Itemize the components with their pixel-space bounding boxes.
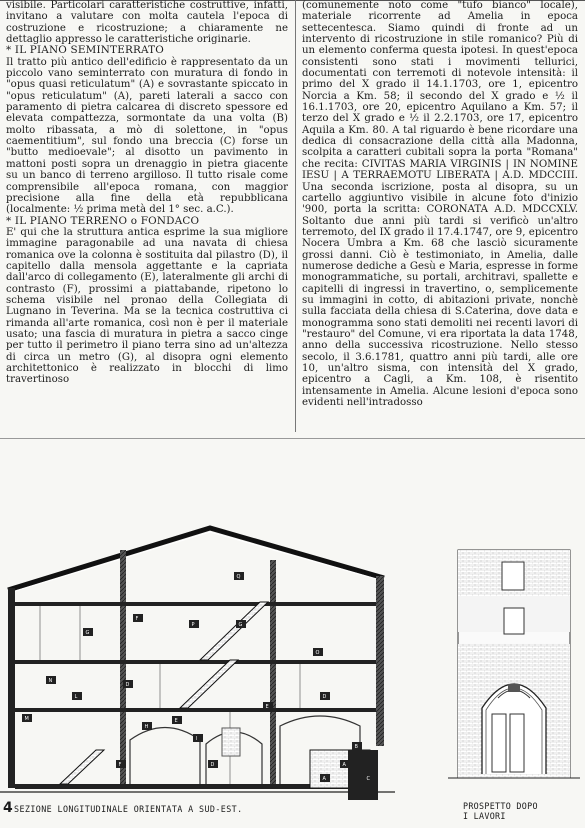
longitudinal-section-drawing [0,520,395,800]
text-bottom-rule [0,438,585,439]
section-label: H [144,724,149,731]
section-label: G [238,622,243,629]
section-label: L [74,694,78,701]
para-terremoti: (comunemente noto come "tufo bianco" locale), materiale ricorrente ad Amelia in epoca settecentesca. Siamo quindi di fronte ad un intervento di ricostruzione in stile romanico? Più di un elemento conferma questa ipotesi. In quest'epoca consistenti sono stati i movimenti tellurici, documentati con terremoti di notevole intensità: il primo del X grado il 14.1.1703, ore 1, epicentro Norcia a Km. 58; il secondo del X grado e ½ il 16.1.1703, ore 20, epicentro Aquilano a Km. 57; il terzo del X grado e ½ il 2.2.1703, ore 17, epicentro Aquila a Km. 80. A tal riguardo è bene ricordare una dedica di consacrazione della città alla Madonna, scolpita a caratteri cubitali sopra la porta "Romana" che recita: CIVITAS MARIA VIRGINIS | IN NOMINE IESU | A TERRAEMOTU LIBERATA | A.D. MDCCIII. Una seconda iscrizione, posta al disopra, su un cartello aggiuntivo visibile in alcune foto d'inizio '900, porta la scritta: CORONATA A.D. MDCCXLV. Soltanto due anni più tardi si verificò un'altro terremoto, del IX grado il 17.4.1747, ore 9, epicentro Nocera Umbra a Km. 68 che lasciò sicuramente grossi danni. Ciò è testimoniato, in Amelia, dalle numerose dediche a Gesù e Maria, espresse in forme monogrammatiche, su portali, architravi, spallette e capitelli di ingressi in travertino, o, semplicemente su immagini in cotto, di abitazioni private, nonchè sulla facciata della chiesa di S.Caterina, dove data e monogramma sono stati demoliti nei recenti lavori di "restauro" del Comune, vi era riportata la data 1748, anno della successiva ricostruzione. Nello stesso secolo, il 3.6.1781, quattro anni più tardi, alle ore 10, un'altro sisma, con intensità del X grado, epicentro a Cagli, a Km. 108, è risentito intensamente in Amelia. Alcune lesioni d'epoca sono evidenti nell'intradosso [302,0,578,409]
right-column [302,0,578,408]
section-label: A [342,762,346,769]
section-label: D [210,762,215,769]
section-label: G [85,630,90,637]
para-seminterrato: Il tratto più antico dell'edificio è rappresentato da un piccolo vano seminterrato con muratura di fondo in "opus quasi reticulatum" (A) e sovrastante spiccato in "opus reticulatum" (A), pareti laterali a sacco con paramento di pietra calcarea di discreto spessore ed elevata compattezza, sormontate da una volta (B) molto ribassata, a mò di solettone, in "opus caementitium", sul fondo una breccia (C) forse un "butto medioevale"; al disotto un pavimento in mattoni posti sopra un drenaggio in pietra giacente su un banco di terreno argilloso. Il tutto risale come comprensibile all'epoca romana, con maggior precisione alla fine della età repubblicana (localmente: ½ prima metà del 1° sec. a.C.). [6,56,288,216]
column-divider [295,0,296,432]
section-label: N [48,678,53,685]
section-label: Q [236,574,241,581]
section-label: M [24,716,29,723]
section-label: F [135,616,139,623]
figure-number: 4 [3,800,13,816]
section-label: B [354,744,358,751]
elevation-caption-line-1: PROSPETTO DOPO [463,801,538,811]
section-label: F [118,762,122,769]
section-label: P [191,622,195,629]
section-label: D [125,682,130,689]
elevation-drawing [448,548,580,780]
section-label: D [322,694,327,701]
heading-piano-terreno: * IL PIANO TERRENO o FONDACO [6,214,200,227]
section-label: C [366,776,370,783]
left-column [6,0,288,386]
section-label: O [315,650,320,657]
elevation-caption-line-2: I LAVORI [463,811,506,821]
section-label: A [322,776,326,783]
section-label: I [196,736,198,743]
figure-caption: SEZIONE LONGITUDINALE ORIENTATA A SUD-EST. [14,804,243,814]
left-intro: visibile. Particolari caratteristiche costruttive, infatti, invitano a valutare con molta cautela l'epoca di costruzione e ricostruzione; a chiaramente ne dettaglio appresso le caratteristiche originarie. [6,0,288,46]
heading-seminterrato: * IL PIANO SEMINTERRATO [6,44,165,57]
section-label: E [174,718,178,725]
elevation-caption [463,801,538,821]
section-label: E [265,704,269,711]
para-piano-terreno: E' qui che la struttura antica esprime la sua migliore immagine paragonabile ad una navata di chiesa romanica ove la colonna è sostituita dal pilastro (D), il capitello dalla mensola aggettante e la capriata dall'arco di collegamento (E), lateralmente gli archi di contrasto (F), prossimi a piattabande, ripetono lo schema visibile nel pronao della Collegiata di Lugnano in Teverina. Ma se la tecnica costruttiva ci rimanda all'arte romanica, così non è per il materiale usato; una fascia di muratura in pietra a sacco cinge per tutto il perimetro il piano terra sino ad un'altezza di circa un metro (G), al disopra ogni elemento architettonico è realizzato in blocchi di limo travertinoso [6,226,288,386]
